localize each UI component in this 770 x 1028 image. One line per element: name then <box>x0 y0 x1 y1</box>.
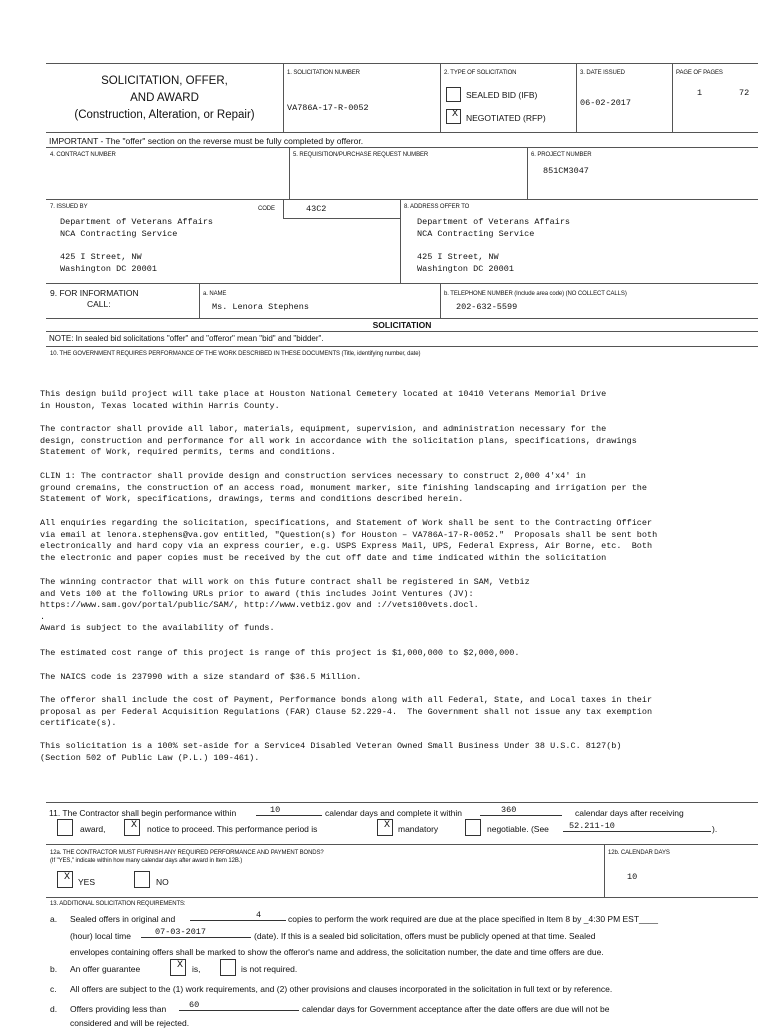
negotiable-label: negotiable. (See <box>487 824 549 834</box>
project-number: 851CM3047 <box>543 166 589 176</box>
form-title <box>46 73 283 124</box>
solicitation-type-label: 2. TYPE OF SOLICITATION <box>444 70 517 76</box>
item-10-label: 10. THE GOVERNMENT REQUIRES PERFORMANCE OF THE WORK DESCRIBED IN THESE DOCUMENTS (Title, identifying number, date) <box>50 351 421 357</box>
issuer-code: 43C2 <box>306 204 327 214</box>
mandatory-check-mark: X <box>384 820 391 831</box>
address-offer-line <box>417 241 570 253</box>
complete-days-value: 360 <box>501 805 517 815</box>
copies-count <box>190 910 286 921</box>
negotiated-check-mark: X <box>452 109 459 120</box>
page-of-pages-label: PAGE OF PAGES <box>676 70 723 76</box>
item-12a-label: 12a. THE CONTRACTOR MUST FURNISH ANY REQUIRED PERFORMANCE AND PAYMENT BONDS? <box>50 850 324 856</box>
item-13d-letter: d. <box>50 1004 58 1014</box>
item-11-text-2: calendar days and complete it within <box>325 808 463 818</box>
item-13d-text-1: Offers providing less than <box>70 1004 167 1014</box>
item-11-text-3: calendar days after receiving <box>575 808 684 818</box>
item-12b-label: 12b. CALENDAR DAYS <box>608 850 670 856</box>
work-description-p6: The estimated cost range of this project is range of this project is $1,000,000 to $2,000,000. <box>40 648 520 658</box>
issued-by-line: Washington DC 20001 <box>60 264 157 275</box>
contact-name: Ms. Lenora Stephens <box>212 302 309 312</box>
requisition-number-label: 5. REQUISITION/PURCHASE REQUEST NUMBER <box>293 152 429 158</box>
solicitation-heading: SOLICITATION <box>372 320 432 330</box>
item-13a-text-2: copies to perform the work required are due at the place specified in Item 8 by _4:30 PM EST____ <box>288 914 658 924</box>
work-description-p3: CLIN 1: The contractor shall provide design and construction services necessary to construct 2,000 4'x4' in ground cremains, the construction of an access road, monument marker, site finishing landscaping and irrigation per the Statement of Work, specifications, drawings, terms and conditions described herein. <box>40 471 647 504</box>
item-11-close: ). <box>712 824 718 834</box>
bonds-no-checkbox[interactable] <box>134 871 150 888</box>
item-13a-text-3: (hour) local time <box>70 931 131 941</box>
guarantee-check-mark: X <box>177 960 184 971</box>
negotiated-label: NEGOTIATED (RFP) <box>466 113 546 123</box>
sealed-bid-note: NOTE: In sealed bid solicitations "offer" and "offeror" mean "bid" and "bidder". <box>49 334 324 343</box>
work-description-p2: The contractor shall provide all labor, materials, equipment, supervision, and administration necessary for the design, construction and performance for all work in accordance with the solicitation plans, specifications, drawings Statement of Work, required permits, terms and conditions. <box>40 424 637 457</box>
telephone-label: b. TELEPHONE NUMBER (Include area code) (NO COLLECT CALLS) <box>444 291 627 297</box>
address-offer-line: Department of Veterans Affairs <box>417 217 571 227</box>
begin-days <box>256 805 322 816</box>
acceptance-days <box>179 1000 299 1011</box>
work-description-p8: The offeror shall include the cost of Payment, Performance bonds along with all Federal, State, and Local taxes in their proposal as per Federal Acquisition Regulations (FAR) Clause 52.229-4. The Government shall not issue any tax exemption certificate(s). <box>40 695 653 728</box>
item-13c-text: All offers are subject to the (1) work requirements, and (2) other provisions and clauses incorporated in the solicitation in full text or by reference. <box>70 984 613 994</box>
form-title-line-2: AND AWARD <box>130 92 199 104</box>
work-description-p1: This design build project will take place at Houston National Cemetery located at 10410 Veterans Memorial Drive in Houston, Texas located within Harris County. <box>40 389 607 411</box>
issued-by-line: Department of Veterans Affairs <box>60 217 214 227</box>
issued-by-line: NCA Contracting Service <box>60 228 178 239</box>
clause-value: 52.211-10 <box>569 821 615 831</box>
bonds-no-label: NO <box>156 877 169 887</box>
guarantee-is-label: is, <box>192 964 201 974</box>
mandatory-label: mandatory <box>398 824 439 834</box>
clause-reference <box>563 821 711 832</box>
solicitation-number-label: 1. SOLICITATION NUMBER <box>287 70 360 76</box>
copies-value: 4 <box>256 910 262 920</box>
notice-to-proceed-label: notice to proceed. This performance period is <box>147 824 318 834</box>
begin-days-value: 10 <box>270 805 281 815</box>
item-13-label: 13. ADDITIONAL SOLICITATION REQUIREMENTS: <box>50 901 186 907</box>
guarantee-is-not-checkbox[interactable] <box>220 959 236 976</box>
bonds-yes-label: YES <box>78 877 96 887</box>
project-number-label: 6. PROJECT NUMBER <box>531 152 592 158</box>
issued-by-line: 425 I Street, NW <box>60 252 142 263</box>
item-13d-text-2: calendar days for Government acceptance after the date offers are due will not be <box>302 1004 610 1014</box>
bonds-yes-check-mark: X <box>64 872 71 883</box>
address-offer <box>417 217 570 276</box>
address-offer-line: Washington DC 20001 <box>417 264 514 275</box>
important-notice: IMPORTANT - The "offer" section on the reverse must be fully completed by offeror. <box>49 136 364 146</box>
item-13d-text-3: considered and will be rejected. <box>70 1018 190 1028</box>
for-information-label <box>50 288 139 310</box>
work-description-p9: This solicitation is a 100% set-aside for a Service4 Disabled Veteran Owned Small Business Under 38 U.S.C. 8127(b) (Section 502 of Public Law (P.L.) 109-461). <box>40 741 622 763</box>
info-label-line-1: 9. FOR INFORMATION <box>50 288 139 298</box>
address-offer-line: 425 I Street, NW <box>417 252 499 263</box>
issued-by-label: 7. ISSUED BY <box>50 204 88 210</box>
item-13a-text-4: (date). If this is a sealed bid solicitation, offers must be publicly opened at that time. Sealed <box>254 931 596 941</box>
date-issued: 06-02-2017 <box>580 98 632 108</box>
item-13c-letter: c. <box>50 984 57 994</box>
acceptance-days-value: 60 <box>189 1000 200 1010</box>
form-title-line-3: (Construction, Alteration, or Repair) <box>74 109 255 121</box>
address-offer-line: NCA Contracting Service <box>417 228 535 239</box>
work-description-p4: All enquiries regarding the solicitation, specifications, and Statement of Work shall be sent to the Contracting Officer via email at lenora.stephens@va.gov entitled, "Question(s) for Houston – VA786A-17-R-0052." Proposals shall be sent both electronically and hard copy via an express courier, e.g. USPS Express Mail, UPS, Federal Express, Air Borne, etc. Both the electronic and paper copies must be received by the cut off date and time indicated within the solicitation <box>40 518 658 563</box>
info-label-line-2: CALL: <box>87 299 111 309</box>
complete-days <box>480 805 562 816</box>
date-issued-label: 3. DATE ISSUED <box>580 70 625 76</box>
page-number: 1 <box>697 88 703 98</box>
sealed-bid-label: SEALED BID (IFB) <box>466 90 538 100</box>
bond-calendar-days: 10 <box>627 872 638 882</box>
contact-name-label: a. NAME <box>203 291 227 297</box>
issued-by-address <box>60 217 213 276</box>
item-13b-text-1: An offer guarantee <box>70 964 141 974</box>
contract-number-label: 4. CONTRACT NUMBER <box>50 152 116 158</box>
notice-check-mark: X <box>131 820 138 831</box>
item-13a-letter: a. <box>50 914 58 924</box>
telephone-number: 202-632-5599 <box>456 302 518 312</box>
form-title-line-1: SOLICITATION, OFFER, <box>101 75 228 87</box>
item-11-text-1: 11. The Contractor shall begin performance within <box>49 808 237 818</box>
offers-due-date <box>141 927 251 938</box>
award-label: award, <box>80 824 106 834</box>
item-12a-sublabel: (If "YES," indicate within how many calendar days after award in Item 12B.) <box>50 858 243 864</box>
sealed-bid-checkbox[interactable] <box>446 87 461 102</box>
item-13a-text-1: Sealed offers in original and <box>70 914 176 924</box>
issued-by-line <box>60 241 213 253</box>
code-label: CODE <box>258 206 275 212</box>
item-13b-letter: b. <box>50 964 58 974</box>
work-description-p5: The winning contractor that will work on this future contract shall be registered in SAM, Vetbiz and Vets 100 at the following URLs prior to award (this includes Joint Ventures (JV): https://www.sam.gov/portal/public/SAM/, http://www.vetbiz.gov and ://vets100vets.docl. . Award is subject to the availability of funds. <box>40 577 530 633</box>
item-13a-text-5: envelopes containing offers shall be marked to show the offeror's name and address, the solicitation number, the date and time offers are due. <box>70 947 604 957</box>
due-date-value: 07-03-2017 <box>155 927 207 937</box>
guarantee-not-label: is not required. <box>241 964 298 974</box>
solicitation-number: VA786A-17-R-0052 <box>287 103 369 113</box>
award-checkbox[interactable] <box>57 819 73 836</box>
total-pages: 72 <box>739 88 750 98</box>
address-offer-label: 8. ADDRESS OFFER TO <box>404 204 470 210</box>
negotiable-checkbox[interactable] <box>465 819 481 836</box>
work-description-p7: The NAICS code is 237990 with a size standard of $36.5 Million. <box>40 672 362 682</box>
